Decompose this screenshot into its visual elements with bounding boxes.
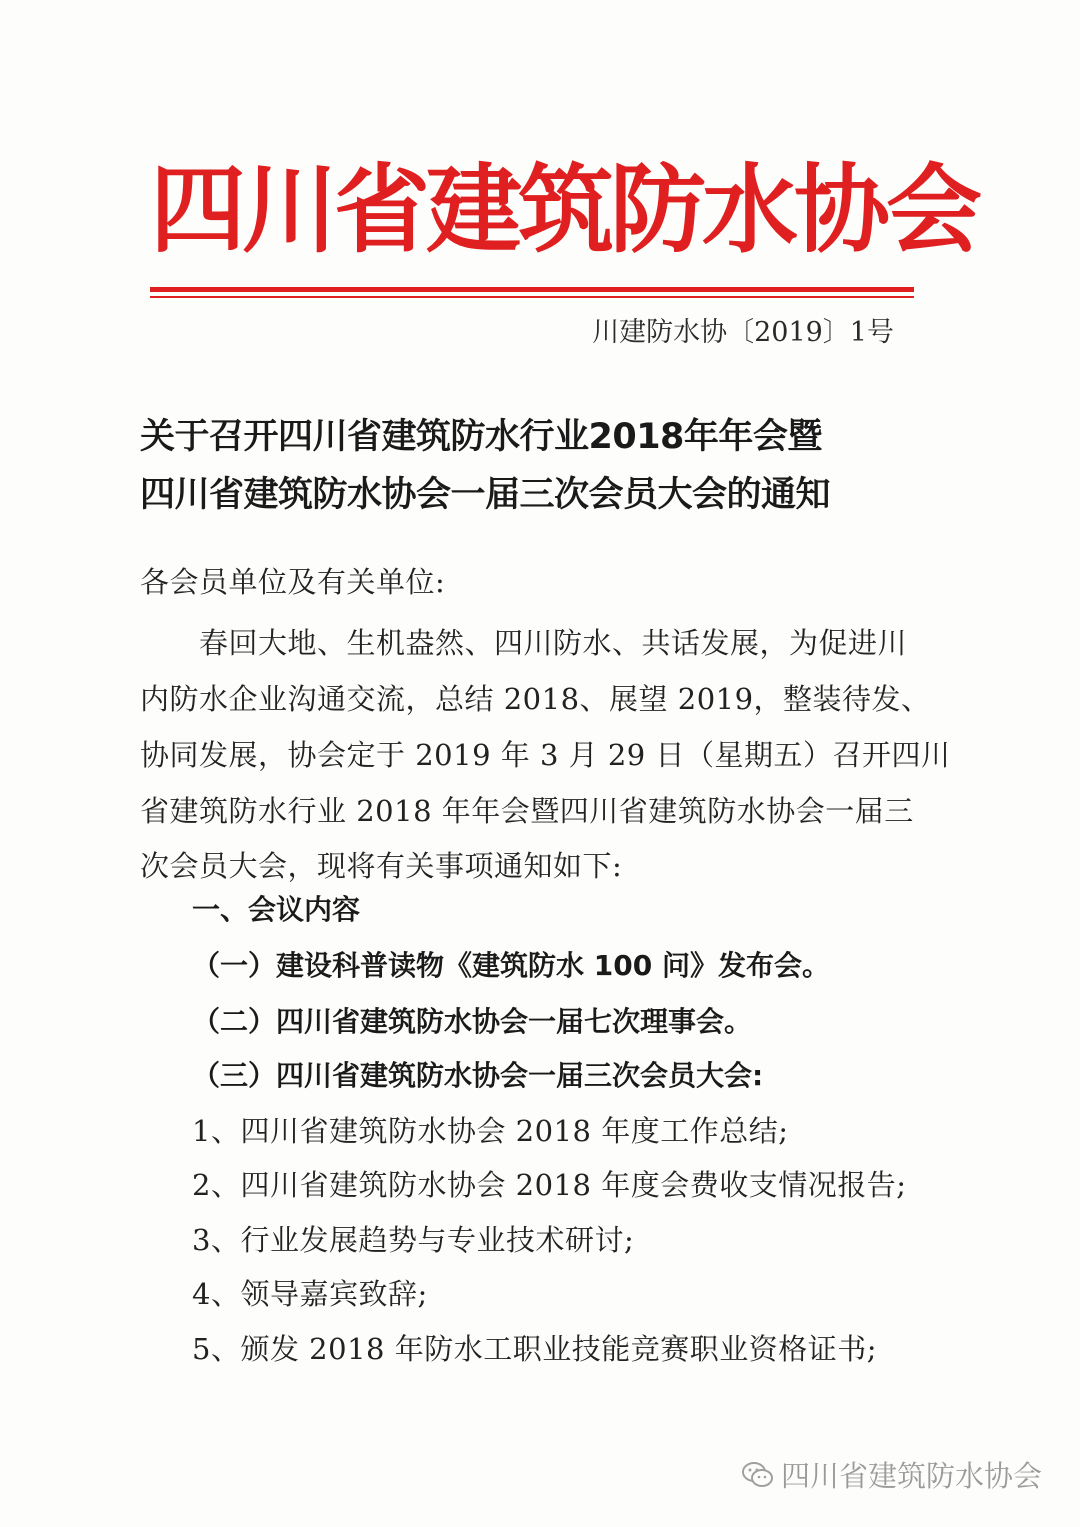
subsection-heading: （二）四川省建筑防水协会一届七次理事会。 xyxy=(192,1005,753,1038)
subsection-heading: （一）建设科普读物《建筑防水 100 问》发布会。 xyxy=(192,949,830,982)
watermark-text: 四川省建筑防水协会 xyxy=(780,1459,1042,1493)
section-heading: 一、会议内容 xyxy=(192,893,361,926)
list-item: 4、领导嘉宾致辞; xyxy=(192,1277,428,1311)
list-item: 5、颁发 2018 年防水工职业技能竞赛职业资格证书; xyxy=(192,1332,877,1366)
watermark xyxy=(741,1454,1042,1495)
paragraph-line: 协同发展，协会定于 2019 年 3 月 29 日（星期五）召开四川 xyxy=(140,738,951,772)
org-letterhead: 四川省建筑防水协会 xyxy=(150,154,978,266)
title-line-2: 四川省建筑防水协会一届三次会员大会的通知 xyxy=(140,475,831,515)
paragraph-line: 春回大地、生机盎然、四川防水、共话发展，为促进川 xyxy=(199,626,908,660)
list-item: 2、四川省建筑防水协会 2018 年度会费收支情况报告; xyxy=(192,1168,907,1202)
document-number: 川建防水协〔2019〕1号 xyxy=(592,317,894,348)
salutation: 各会员单位及有关单位: xyxy=(140,565,446,599)
document-title xyxy=(140,408,940,524)
list-item: 1、四川省建筑防水协会 2018 年度工作总结; xyxy=(192,1114,789,1148)
paragraph-line: 次会员大会，现将有关事项通知如下: xyxy=(140,849,623,883)
letterhead-rule xyxy=(150,287,914,292)
title-line-1: 关于召开四川省建筑防水行业2018年年会暨 xyxy=(140,417,822,457)
list-item: 3、行业发展趋势与专业技术研讨; xyxy=(192,1223,635,1257)
subsection-heading: （三）四川省建筑防水协会一届三次会员大会: xyxy=(192,1059,764,1092)
letterhead-rule-thin xyxy=(150,296,914,298)
wechat-icon xyxy=(741,1458,775,1492)
paragraph-line: 省建筑防水行业 2018 年年会暨四川省建筑防水协会一届三 xyxy=(140,794,914,828)
paragraph-line: 内防水企业沟通交流，总结 2018、展望 2019，整装待发、 xyxy=(140,682,931,716)
